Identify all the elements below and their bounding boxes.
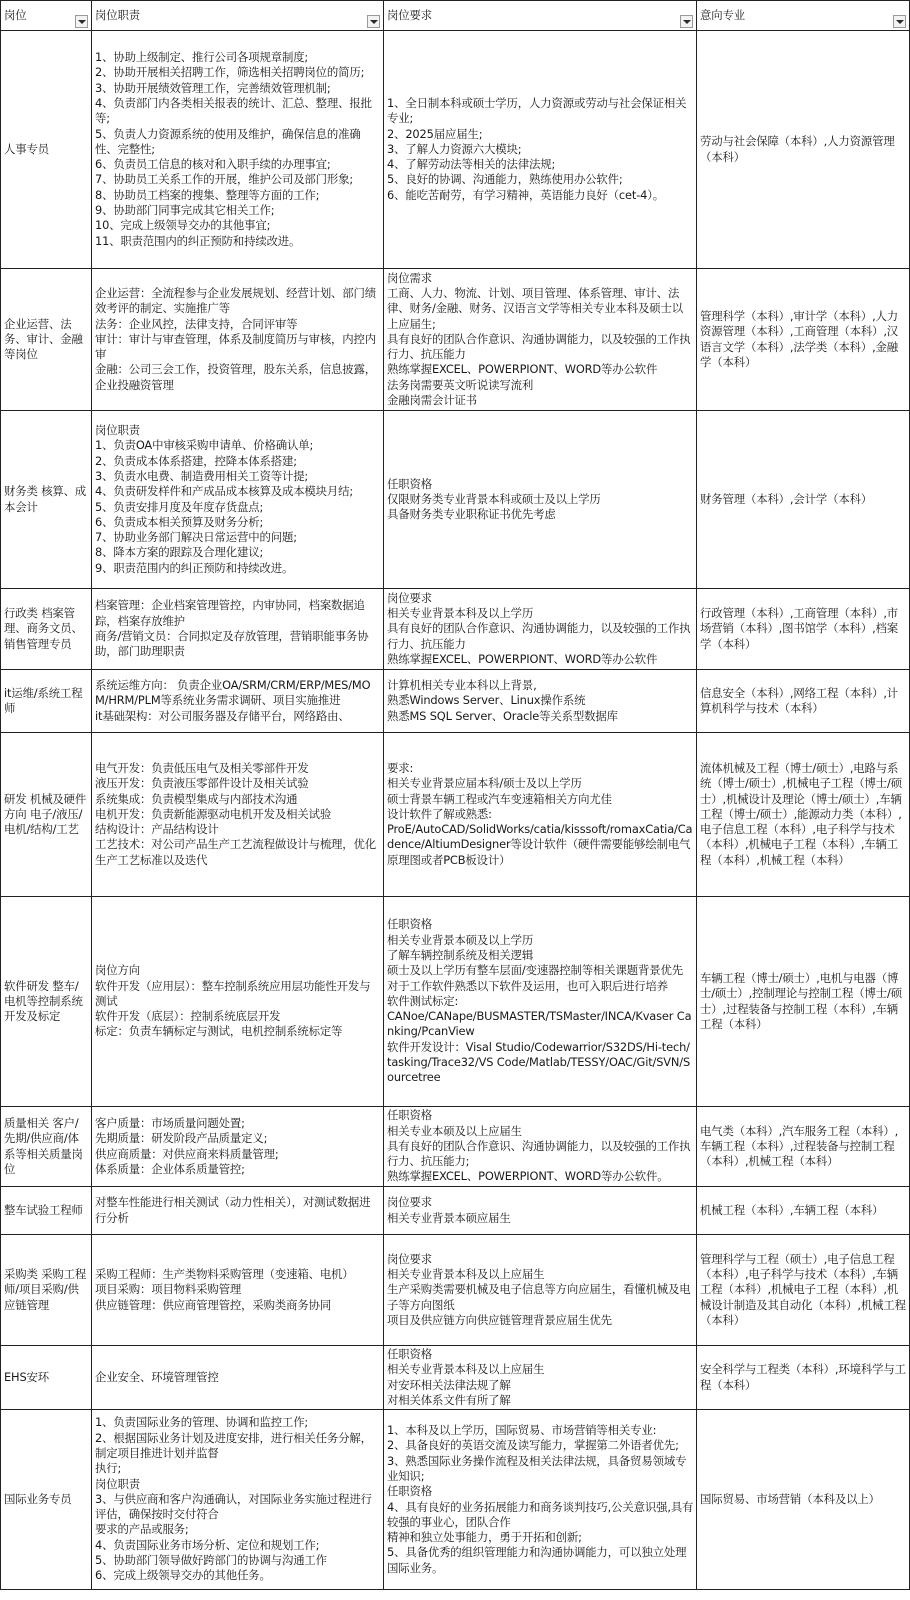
duties-cell[interactable]: 企业安全、环境管理管控 (92, 1346, 384, 1410)
table-row (1, 1410, 910, 1590)
duties-cell[interactable]: 对整车性能进行相关测试（动力性相关），对测试数据进行分析 (92, 1187, 384, 1235)
position-cell[interactable]: 软件研发 整车/电机等控制系统开发及标定 (1, 897, 92, 1107)
requirements-cell[interactable]: 任职资格 相关专业本硕及以上应届生 具有良好的团队合作意识、沟通协调能力，以及较强的工作执行力、抗压能力; 熟练掌握EXCEL、POWERPIONT、WORD等办公软件。 (384, 1107, 697, 1187)
table-row (1, 1107, 910, 1187)
requirements-cell[interactable]: 岗位要求 相关专业背景本科及以上应届生 生产采购类需要机械及电子信息等方向应届生，看懂机械及电子等方向图纸 项目及供应链方向供应链管理背景应届生优先 (384, 1235, 697, 1346)
duties-cell[interactable]: 岗位方向 软件开发（应用层）：整车控制系统应用层功能性开发与测试 软件开发（底层）：控制系统底层开发 标定：负责车辆标定与测试，电机控制系统标定等 (92, 897, 384, 1107)
table-row (1, 31, 910, 269)
majors-cell[interactable]: 电气类（本科）,汽车服务工程（本科）,车辆工程（本科）,过程装备与控制工程（本科）,机械工程（本科） (697, 1107, 910, 1187)
header-label: 岗位要求 (387, 7, 432, 22)
position-cell[interactable]: it运维/系统工程师 (1, 670, 92, 733)
header-row (1, 1, 910, 31)
table-row (1, 411, 910, 589)
filter-dropdown-icon[interactable] (893, 15, 906, 28)
header-requirements (384, 1, 697, 31)
header-label: 意向专业 (700, 7, 745, 22)
position-cell[interactable]: 企业运营、法务、审计、金融等岗位 (1, 269, 92, 411)
requirements-cell[interactable]: 岗位要求 相关专业背景本科及以上学历 具有良好的团队合作意识、沟通协调能力，以及较强的工作执行力、抗压能力 熟练掌握EXCEL、POWERPIONT、WORD等办公软件 (384, 589, 697, 670)
header-majors (697, 1, 910, 31)
requirements-cell[interactable]: 要求: 相关专业背景应届本科/硕士及以上学历 硕士背景车辆工程或汽车变速箱相关方向尤佳 设计软件了解或熟悉: ProE/AutoCAD/SolidWorks/catia/kisssoft/romaxCatia/Cadence/AltiumDesigner等设计软件（硬件需要能够绘制电气原理图或者PCB板设计） (384, 733, 697, 897)
duties-cell[interactable]: 企业运营：全流程参与企业发展规划、经营计划、部门绩效考评的制定、实施推广等 法务：企业风控，法律支持，合同评审等 审计：审计与审查管理，体系及制度简历与审核，内控内审 金融：公司三会工作，投资管理，股东关系，信息披露，企业投融资管理 (92, 269, 384, 411)
majors-cell[interactable]: 安全科学与工程类（本科）,环境科学与工程（本科） (697, 1346, 910, 1410)
position-cell[interactable]: 质量相关 客户/先期/供应商/体系等相关质量岗位 (1, 1107, 92, 1187)
duties-cell[interactable]: 电气开发：负责低压电气及相关零部件开发 液压开发：负责液压零部件设计及相关试验 系统集成：负责模型集成与内部技术沟通 电机开发：负责新能源驱动电机开发及相关试验 结构设计：产品结构设计 工艺技术：对公司产品生产工艺流程做设计与梳理，优化生产工艺标准以及迭代 (92, 733, 384, 897)
table-row (1, 897, 910, 1107)
requirements-cell[interactable]: 任职资格 相关专业背景本科及以上应届生 对安环相关法律法规了解 对相关体系文件有所了解 (384, 1346, 697, 1410)
table-row (1, 589, 910, 670)
table-row (1, 1187, 910, 1235)
table-row (1, 269, 910, 411)
position-cell[interactable]: 研发 机械及硬件方向 电子/液压/电机/结构/工艺 (1, 733, 92, 897)
majors-cell[interactable]: 流体机械及工程（博士/硕士）,电路与系统（博士/硕士）,机械电子工程（博士/硕士）,机械设计及理论（博士/硕士）,车辆工程（博士/硕士）,能源动力类（本科）,电子信息工程（本科）,电子科学与技术（本科）,机械电子工程（本科）,车辆工程（本科）,机械工程（本科） (697, 733, 910, 897)
position-cell[interactable]: EHS安环 (1, 1346, 92, 1410)
majors-cell[interactable]: 信息安全（本科）,网络工程（本科）,计算机科学与技术（本科） (697, 670, 910, 733)
majors-cell[interactable]: 国际贸易、市场营销（本科及以上） (697, 1410, 910, 1590)
requirements-cell[interactable]: 1、本科及以上学历，国际贸易、市场营销等相关专业: 2、具备良好的英语交流及读写能力，掌握第二外语者优先; 3、熟悉国际业务操作流程及相关法律法规，具备贸易领域专业知识; 任职资格 4、具有良好的业务拓展能力和商务谈判技巧,公关意识强,具有较强的事业心，团队合作 精神和独立处事能力，勇于开拓和创新; 5、具备优秀的组织管理能力和沟通协调能力，可以独立处理国际业务。 (384, 1410, 697, 1590)
table-row (1, 733, 910, 897)
header-label: 岗位 (4, 7, 27, 22)
requirements-cell[interactable]: 任职资格 相关专业背景本硕及以上学历 了解车辆控制系统及相关逻辑 硕士及以上学历有整车层面/变速器控制等相关课题背景优先 对于工作软件熟悉以下软件及运用，也可入职后进行培养 软件测试标定: CANoe/CANape/BUSMASTER/TSMaster/INCA/Kvaser Canking/PcanView 软件开发设计：Visal Studio/Codewarrior/S32DS/Hi-tech/tasking/Trace32/VS Code/Matlab/TESSY/OAC/Git/SVN/Sourcetree (384, 897, 697, 1107)
majors-cell[interactable]: 管理科学与工程（硕士）,电子信息工程（本科）,电子科学与技术（本科）,车辆工程（本科）,机械电子工程（本科）,机械设计制造及其自动化（本科）,机械工程（本科） (697, 1235, 910, 1346)
majors-cell[interactable]: 车辆工程（博士/硕士）,电机与电器（博士/硕士）,控制理论与控制工程（博士/硕士）,过程装备与控制工程（本科）,车辆工程（本科） (697, 897, 910, 1107)
requirements-cell[interactable]: 1、全日制本科或硕士学历，人力资源或劳动与社会保证相关专业; 2、2025届应届生; 3、了解人力资源六大模块; 4、了解劳动法等相关的法律法规; 5、良好的协调、沟通能力，熟练使用办公软件; 6、能吃苦耐劳，有学习精神，英语能力良好（cet-4）。 (384, 31, 697, 269)
position-cell[interactable]: 国际业务专员 (1, 1410, 92, 1590)
position-cell[interactable]: 整车试验工程师 (1, 1187, 92, 1235)
filter-dropdown-icon[interactable] (680, 15, 693, 28)
duties-cell[interactable]: 系统运维方向： 负责企业OA/SRM/CRM/ERP/MES/MOM/HRM/PLM等系统业务需求调研、项目实施推进 it基础架构：对公司服务器及存储平台，网络路由、 (92, 670, 384, 733)
duties-cell[interactable]: 档案管理：企业档案管理管控，内审协同，档案数据追踪，档案存放维护 商务/营销文员：合同拟定及存放管理，营销职能事务协助，部门助理职责 (92, 589, 384, 670)
requirements-cell[interactable]: 岗位需求 工商、人力、物流、计划、项目管理、体系管理、审计、法律、财务/金融、财务、汉语言文学等相关专业本科及硕士以上应届生; 具有良好的团队合作意识、沟通协调能力，以及较强的工作执行力、抗压能力 熟练掌握EXCEL、POWERPIONT、WORD等办公软件 法务岗需要英文听说读写流利 金融岗需会计证书 (384, 269, 697, 411)
header-position (1, 1, 92, 31)
majors-cell[interactable]: 财务管理（本科）,会计学（本科） (697, 411, 910, 589)
majors-cell[interactable]: 管理科学（本科）,审计学（本科）,人力资源管理（本科）,工商管理（本科）,汉语言文学（本科）,法学类（本科）,金融学（本科） (697, 269, 910, 411)
majors-cell[interactable]: 劳动与社会保障（本科）,人力资源管理（本科） (697, 31, 910, 269)
duties-cell[interactable]: 1、负责国际业务的管理、协调和监控工作; 2、根据国际业务计划及进度安排，进行相关任务分解，制定项目推进计划并监督 执行; 岗位职责 3、与供应商和客户沟通确认，对国际业务实施过程进行评估，确保按时交付符合 要求的产品或服务; 4、负责国际业务市场分析、定位和规划工作; 5、协助部门领导做好跨部门的协调与沟通工作 6、完成上级领导交办的其他任务。 (92, 1410, 384, 1590)
position-cell[interactable]: 财务类 核算、成本会计 (1, 411, 92, 589)
duties-cell[interactable]: 岗位职责 1、负责OA中审核采购申请单、价格确认单; 2、负责成本体系搭建，控降本体系搭建; 3、负责水电费、制造费用相关工资等计提; 4、负责研发样件和产成品成本核算及成本模块月结; 5、负责安排月度及年度存货盘点; 6、负责成本相关预算及财务分析; 7、协助业务部门解决日常运营中的问题; 8、降本方案的跟踪及合理化建议; 9、职责范围内的纠正预防和持续改进。 (92, 411, 384, 589)
position-cell[interactable]: 行政类 档案管理、商务文员、销售管理专员 (1, 589, 92, 670)
requirements-cell[interactable]: 岗位要求 相关专业背景本硕应届生 (384, 1187, 697, 1235)
table-row (1, 670, 910, 733)
header-duties (92, 1, 384, 31)
header-label: 岗位职责 (95, 7, 140, 22)
table-row (1, 1235, 910, 1346)
duties-cell[interactable]: 采购工程师：生产类物料采购管理（变速箱、电机） 项目采购：项目物料采购管理 供应链管理：供应商管理管控，采购类商务协同 (92, 1235, 384, 1346)
duties-cell[interactable]: 1、协助上级制定、推行公司各项规章制度; 2、协助开展相关招聘工作，筛选相关招聘岗位的简历; 3、协助开展绩效管理工作，完善绩效管理机制; 4、负责部门内各类相关报表的统计、汇总、整理、报批等; 5、负责人力资源系统的使用及维护，确保信息的准确性、完整性; 6、负责员工信息的核对和入职手续的办理事宜; 7、协助员工关系工作的开展，维护公司及部门形象; 8、协助员工档案的搜集、整理等方面的工作; 9、协助部门同事完成其它相关工作; 10、完成上级领导交办的其他事宜; 11、职责范围内的纠正预防和持续改进。 (92, 31, 384, 269)
filter-dropdown-icon[interactable] (367, 15, 380, 28)
majors-cell[interactable]: 行政管理（本科）,工商管理（本科）,市场营销（本科）,图书馆学（本科）,档案学（本科） (697, 589, 910, 670)
position-cell[interactable]: 采购类 采购工程师/项目采购/供应链管理 (1, 1235, 92, 1346)
majors-cell[interactable]: 机械工程（本科）,车辆工程（本科） (697, 1187, 910, 1235)
filter-dropdown-icon[interactable] (75, 15, 88, 28)
position-cell[interactable]: 人事专员 (1, 31, 92, 269)
requirements-cell[interactable]: 任职资格 仅限财务类专业背景本科或硕士及以上学历 具备财务类专业职称证书优先考虑 (384, 411, 697, 589)
duties-cell[interactable]: 客户质量：市场质量问题处置; 先期质量：研发阶段产品质量定义; 供应商质量：对供应商来料质量管理; 体系质量：企业体系质量管控; (92, 1107, 384, 1187)
requirements-cell[interactable]: 计算机相关专业本科以上背景, 熟悉Windows Server、Linux操作系统 熟悉MS SQL Server、Oracle等关系型数据库 (384, 670, 697, 733)
table-row (1, 1346, 910, 1410)
